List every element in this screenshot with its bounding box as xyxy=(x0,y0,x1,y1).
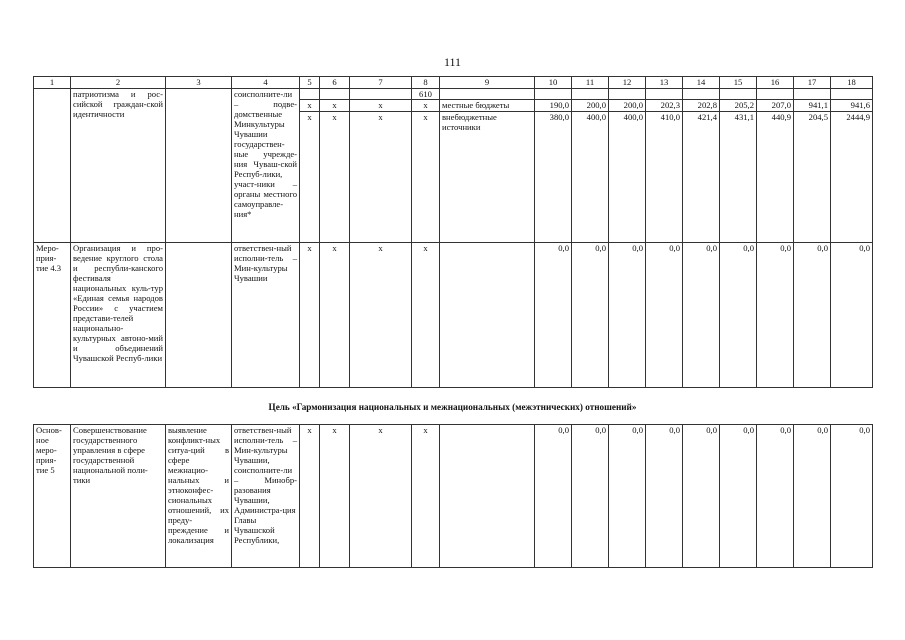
header-cell: 5 xyxy=(300,77,320,89)
table-row xyxy=(34,425,873,568)
header-cell: 7 xyxy=(350,77,412,89)
header-cell: 2 xyxy=(71,77,166,89)
cell-value: 410,0 xyxy=(646,112,683,243)
cell-value: 421,4 xyxy=(683,112,720,243)
cell-x: x xyxy=(412,112,440,243)
cell xyxy=(440,89,535,100)
header-cell: 6 xyxy=(320,77,350,89)
cell-value: 0,0 xyxy=(831,425,873,568)
cell-value: 0,0 xyxy=(572,243,609,388)
cell-value: 0,0 xyxy=(683,425,720,568)
header-cell: 4 xyxy=(232,77,300,89)
cell-col3 xyxy=(166,243,232,388)
page-number: 111 xyxy=(443,55,462,69)
goal-title: Цель «Гармонизация национальных и межнациональных (межэтнических) отношений» xyxy=(268,402,637,412)
header-cell: 11 xyxy=(572,77,609,89)
header-cell: 12 xyxy=(609,77,646,89)
cell xyxy=(300,89,320,100)
cell-x: x xyxy=(300,100,320,112)
cell-executors: ответствен-ный исполни-тель – Мин-культуры Чувашии, соисполните-ли – Минобр-разования Чувашии, Администра-ция Главы Чувашской Республики, xyxy=(232,425,300,568)
cell-col1 xyxy=(34,89,71,243)
table-row xyxy=(34,89,873,100)
cell-value: 200,0 xyxy=(572,100,609,112)
header-cell: 14 xyxy=(683,77,720,89)
cell-x: x xyxy=(320,425,350,568)
cell-value: 202,3 xyxy=(646,100,683,112)
cell-value: 0,0 xyxy=(794,243,831,388)
cell-value: 0,0 xyxy=(535,425,572,568)
cell-x: x xyxy=(412,425,440,568)
header-cell: 17 xyxy=(794,77,831,89)
cell-executors: соисполните-ли – подве-домственные Минкультуры Чувашии государствен-ные учрежде-ния Чуваш-ской Респуб-лики, участ-ники – органы местного самоуправле-ния* xyxy=(232,89,300,243)
cell-funding-source xyxy=(440,243,535,388)
header-cell: 1 xyxy=(34,77,71,89)
cell-event-name: патриотизма и рос-сийской граждан-ской идентичности xyxy=(71,89,166,243)
cell-x: x xyxy=(350,425,412,568)
cell-x: x xyxy=(412,100,440,112)
cell-value: 2444,9 xyxy=(831,112,873,243)
cell-value: 380,0 xyxy=(535,112,572,243)
cell-value: 0,0 xyxy=(535,243,572,388)
cell-value: 941,1 xyxy=(794,100,831,112)
header-row xyxy=(34,77,873,89)
cell-value: 190,0 xyxy=(535,100,572,112)
cell xyxy=(320,89,350,100)
cell-value: 0,0 xyxy=(609,243,646,388)
header-cell: 9 xyxy=(440,77,535,89)
cell-x: x xyxy=(350,100,412,112)
cell-event-id: Основ-ное меро-прия-тие 5 xyxy=(34,425,71,568)
cell-x: x xyxy=(320,112,350,243)
cell-value: 204,5 xyxy=(794,112,831,243)
header-cell: 10 xyxy=(535,77,572,89)
cell-value: 207,0 xyxy=(757,100,794,112)
cell-x: x xyxy=(300,243,320,388)
cell-value: 202,8 xyxy=(683,100,720,112)
cell-value: 0,0 xyxy=(720,243,757,388)
cell-event-name: Совершенствование государственного управления в сфере государственной национальной поли-тики xyxy=(71,425,166,568)
cell xyxy=(350,89,412,100)
cell-value: 200,0 xyxy=(609,100,646,112)
cell-value: 0,0 xyxy=(831,243,873,388)
cell-funding-source xyxy=(440,425,535,568)
cell-x: x xyxy=(320,243,350,388)
cell-x: x xyxy=(300,112,320,243)
table-row xyxy=(34,243,873,388)
header-cell: 15 xyxy=(720,77,757,89)
cell-x: x xyxy=(320,100,350,112)
cell-value: 400,0 xyxy=(609,112,646,243)
header-cell: 16 xyxy=(757,77,794,89)
cell-value: 400,0 xyxy=(572,112,609,243)
cell-expected-result: выявление конфликт-ных ситуа-ций в сфере межнацио-нальных и этноконфес-сиональных отношений, их преду-преждение и локализация xyxy=(166,425,232,568)
program-table-top xyxy=(33,76,873,388)
header-cell: 13 xyxy=(646,77,683,89)
cell-value: 0,0 xyxy=(646,243,683,388)
header-cell: 18 xyxy=(831,77,873,89)
cell-value: 0,0 xyxy=(683,243,720,388)
cell-code: 610 xyxy=(412,89,440,100)
cell-value: 941,6 xyxy=(831,100,873,112)
cell-value: 0,0 xyxy=(757,243,794,388)
cell-x: x xyxy=(350,243,412,388)
cell-event-id: Меро-прия-тие 4.3 xyxy=(34,243,71,388)
program-table-bottom xyxy=(33,424,873,568)
cell-funding-source: внебюджетные источники xyxy=(440,112,535,243)
cell-event-name: Организация и про-ведение круглого стола и республи-канского фестиваля национальных куль-тур «Единая семья народов России» с участием представи-телей национально-культурных автоно-мий и объединений Чувашской Респуб-лики xyxy=(71,243,166,388)
header-cell: 3 xyxy=(166,77,232,89)
cell-value: 0,0 xyxy=(757,425,794,568)
cell-value: 0,0 xyxy=(720,425,757,568)
header-cell: 8 xyxy=(412,77,440,89)
cell-value: 0,0 xyxy=(609,425,646,568)
cell-funding-source: местные бюджеты xyxy=(440,100,535,112)
cell-col3 xyxy=(166,89,232,243)
cell-value: 205,2 xyxy=(720,100,757,112)
cell-value: 440,9 xyxy=(757,112,794,243)
cell-x: x xyxy=(300,425,320,568)
cell-x: x xyxy=(350,112,412,243)
cell-value: 431,1 xyxy=(720,112,757,243)
cell-value: 0,0 xyxy=(572,425,609,568)
cell-value: 0,0 xyxy=(646,425,683,568)
cell-x: x xyxy=(412,243,440,388)
cell-executors: ответствен-ный исполни-тель – Мин-культуры Чувашии xyxy=(232,243,300,388)
cell-value: 0,0 xyxy=(794,425,831,568)
